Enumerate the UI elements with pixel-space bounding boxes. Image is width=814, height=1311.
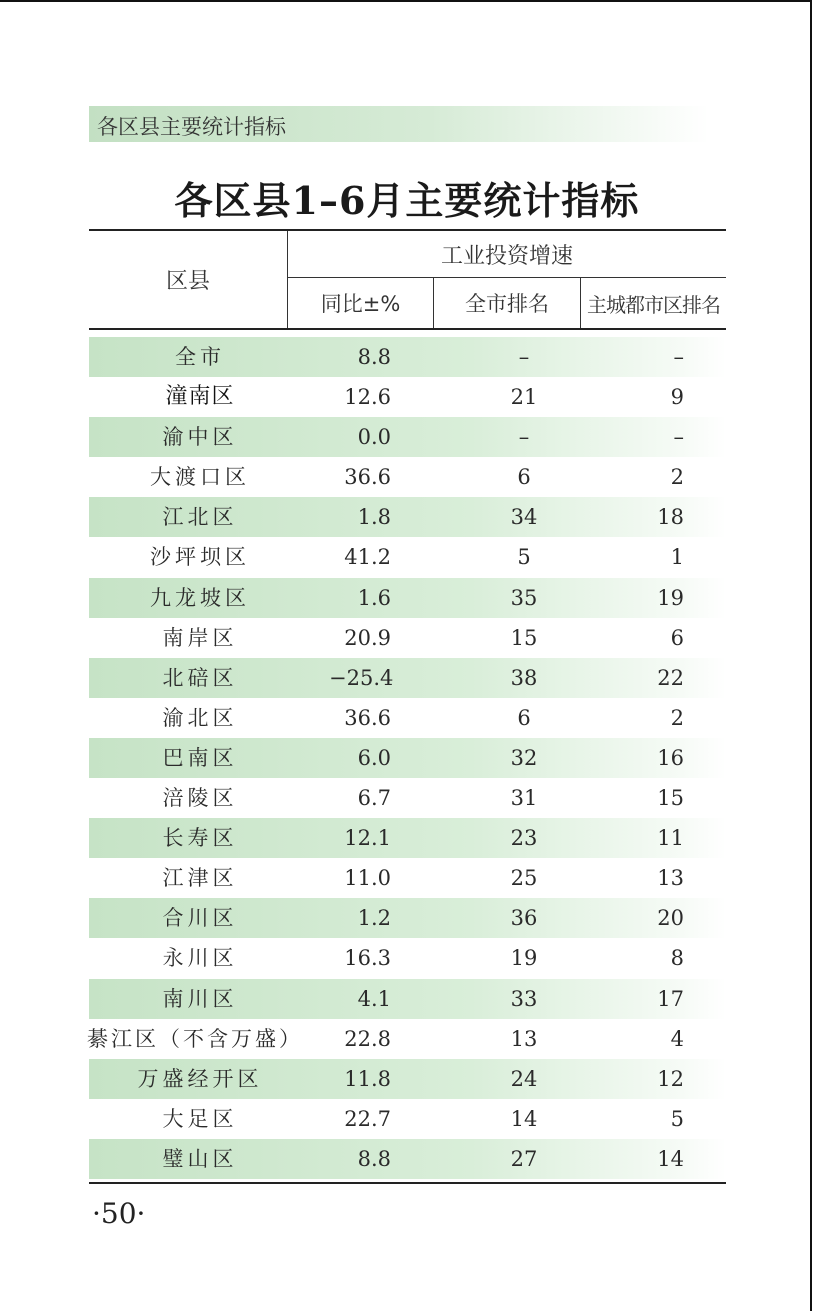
city-rank-cell: 32 xyxy=(510,745,538,770)
table-row xyxy=(89,417,726,457)
city-rank-cell: 25 xyxy=(510,866,538,891)
column-header-main-urban-rank: 主城都市区排名 xyxy=(587,292,720,317)
city-rank-cell: 14 xyxy=(510,1106,538,1131)
table-row xyxy=(89,337,726,377)
yoy-growth-cell: 0.0 xyxy=(357,425,391,450)
main-urban-rank-cell: 12 xyxy=(657,1066,684,1091)
yoy-growth-cell: 8.8 xyxy=(357,345,391,369)
yoy-growth-cell: 11.8 xyxy=(344,1066,391,1091)
yoy-growth-cell: 4.1 xyxy=(357,986,391,1011)
district-name-cell: 江北区 xyxy=(162,505,238,530)
table-row xyxy=(89,938,726,978)
column-header-city-rank: 全市排名 xyxy=(465,292,549,316)
main-urban-rank-cell: 11 xyxy=(657,826,684,851)
table-header xyxy=(89,229,726,330)
city-rank-cell: 35 xyxy=(510,585,538,610)
city-rank-cell: – xyxy=(518,425,530,450)
district-name-cell: 潼南区 xyxy=(165,384,235,410)
table-row xyxy=(89,818,726,858)
table-row xyxy=(89,1139,726,1179)
district-name-cell: 涪陵区 xyxy=(162,786,238,811)
page-title: 各区县1–6月主要统计指标 xyxy=(174,178,640,223)
district-name-cell: 南川区 xyxy=(162,986,238,1011)
table-row xyxy=(89,457,726,497)
district-name-cell: 綦江区（不含万盛） xyxy=(87,1026,303,1051)
yoy-growth-cell: 11.0 xyxy=(344,866,391,891)
district-name-cell: 渝中区 xyxy=(162,425,238,450)
table-row xyxy=(89,858,726,898)
yoy-growth-cell: 22.8 xyxy=(344,1026,391,1051)
city-rank-cell: 38 xyxy=(510,665,538,690)
main-urban-rank-cell: 1 xyxy=(670,545,684,570)
section-banner-label: 各区县主要统计指标 xyxy=(97,115,286,139)
city-rank-cell: 5 xyxy=(517,545,531,570)
district-name-cell: 长寿区 xyxy=(162,826,238,851)
main-urban-rank-cell: 8 xyxy=(670,946,684,971)
district-name-cell: 渝北区 xyxy=(162,705,238,730)
main-urban-rank-cell: 14 xyxy=(657,1146,684,1171)
city-rank-cell: – xyxy=(518,345,530,369)
main-urban-rank-cell: 22 xyxy=(657,665,684,690)
city-rank-cell: 34 xyxy=(510,505,538,530)
city-rank-cell: 23 xyxy=(510,826,538,851)
yoy-growth-cell: 36.6 xyxy=(344,465,391,490)
yoy-growth-cell: 1.2 xyxy=(357,906,391,931)
yoy-growth-cell: 6.0 xyxy=(357,745,391,770)
main-urban-rank-cell: 19 xyxy=(657,585,684,610)
yoy-growth-cell: 12.6 xyxy=(344,385,391,410)
yoy-growth-cell: 36.6 xyxy=(344,705,391,730)
main-urban-rank-cell: 5 xyxy=(670,1106,684,1131)
table-row xyxy=(89,898,726,938)
page-number: ·50· xyxy=(92,1197,146,1230)
main-urban-rank-cell: – xyxy=(673,425,684,450)
column-group-header-industrial-investment: 工业投资增速 xyxy=(288,231,726,278)
table-row xyxy=(89,377,726,417)
table-row xyxy=(89,658,726,698)
main-urban-rank-cell: – xyxy=(673,345,684,369)
city-rank-cell: 15 xyxy=(510,625,538,650)
city-rank-cell: 19 xyxy=(510,946,538,971)
district-name-cell: 北碚区 xyxy=(162,665,238,690)
table-row xyxy=(89,497,726,537)
yoy-growth-cell: 16.3 xyxy=(344,946,391,971)
district-name-cell: 南岸区 xyxy=(162,625,238,650)
yoy-growth-cell: 22.7 xyxy=(344,1106,391,1131)
yoy-growth-cell: 12.1 xyxy=(344,826,391,851)
city-rank-cell: 6 xyxy=(517,705,531,730)
main-urban-rank-cell: 15 xyxy=(657,786,684,811)
city-rank-cell: 36 xyxy=(510,906,538,931)
main-urban-rank-cell: 9 xyxy=(670,385,684,410)
district-name-cell: 永川区 xyxy=(162,946,238,971)
section-banner xyxy=(89,106,709,142)
column-header-yoy: 同比±% xyxy=(320,292,401,316)
yoy-growth-cell: 41.2 xyxy=(344,545,391,570)
city-rank-cell: 33 xyxy=(510,986,538,1011)
column-header-district: 区县 xyxy=(165,269,210,294)
yoy-growth-cell: 1.8 xyxy=(357,505,391,530)
district-name-cell: 大足区 xyxy=(162,1106,238,1131)
district-name-cell: 合川区 xyxy=(162,906,238,931)
city-rank-cell: 24 xyxy=(510,1066,538,1091)
table-row xyxy=(89,1059,726,1099)
table-row xyxy=(89,778,726,818)
district-name-cell: 沙坪坝区 xyxy=(150,545,250,570)
city-rank-cell: 27 xyxy=(510,1146,538,1171)
table-row xyxy=(89,618,726,658)
main-urban-rank-cell: 17 xyxy=(657,986,684,1011)
table-row xyxy=(89,1019,726,1059)
main-urban-rank-cell: 13 xyxy=(657,866,684,891)
yoy-growth-cell: 8.8 xyxy=(357,1146,391,1171)
main-urban-rank-cell: 18 xyxy=(657,505,684,530)
city-rank-cell: 31 xyxy=(510,786,538,811)
district-name-cell: 全市 xyxy=(175,345,225,369)
table-row xyxy=(89,1099,726,1139)
yoy-growth-cell: 20.9 xyxy=(344,625,391,650)
main-urban-rank-cell: 6 xyxy=(670,625,684,650)
table-body xyxy=(89,337,726,1179)
district-name-cell: 璧山区 xyxy=(162,1146,238,1171)
city-rank-cell: 13 xyxy=(510,1026,538,1051)
city-rank-cell: 6 xyxy=(517,465,531,490)
table-row xyxy=(89,578,726,618)
main-urban-rank-cell: 20 xyxy=(657,906,684,931)
district-name-cell: 九龙坡区 xyxy=(150,585,250,610)
district-name-cell: 江津区 xyxy=(162,866,238,891)
main-urban-rank-cell: 16 xyxy=(657,745,684,770)
district-name-cell: 大渡口区 xyxy=(150,465,250,490)
table-bottom-rule xyxy=(89,1182,726,1184)
district-name-cell: 巴南区 xyxy=(162,745,238,770)
yoy-growth-cell: 1.6 xyxy=(357,585,391,610)
table-row xyxy=(89,698,726,738)
table-row xyxy=(89,537,726,577)
yoy-growth-cell: 6.7 xyxy=(357,786,391,811)
main-urban-rank-cell: 2 xyxy=(670,465,684,490)
table-row xyxy=(89,738,726,778)
city-rank-cell: 21 xyxy=(510,385,538,410)
yoy-growth-cell: −25.4 xyxy=(329,665,394,690)
table-row xyxy=(89,979,726,1019)
district-name-cell: 万盛经开区 xyxy=(137,1066,263,1091)
main-urban-rank-cell: 2 xyxy=(670,705,684,730)
main-urban-rank-cell: 4 xyxy=(670,1026,684,1051)
